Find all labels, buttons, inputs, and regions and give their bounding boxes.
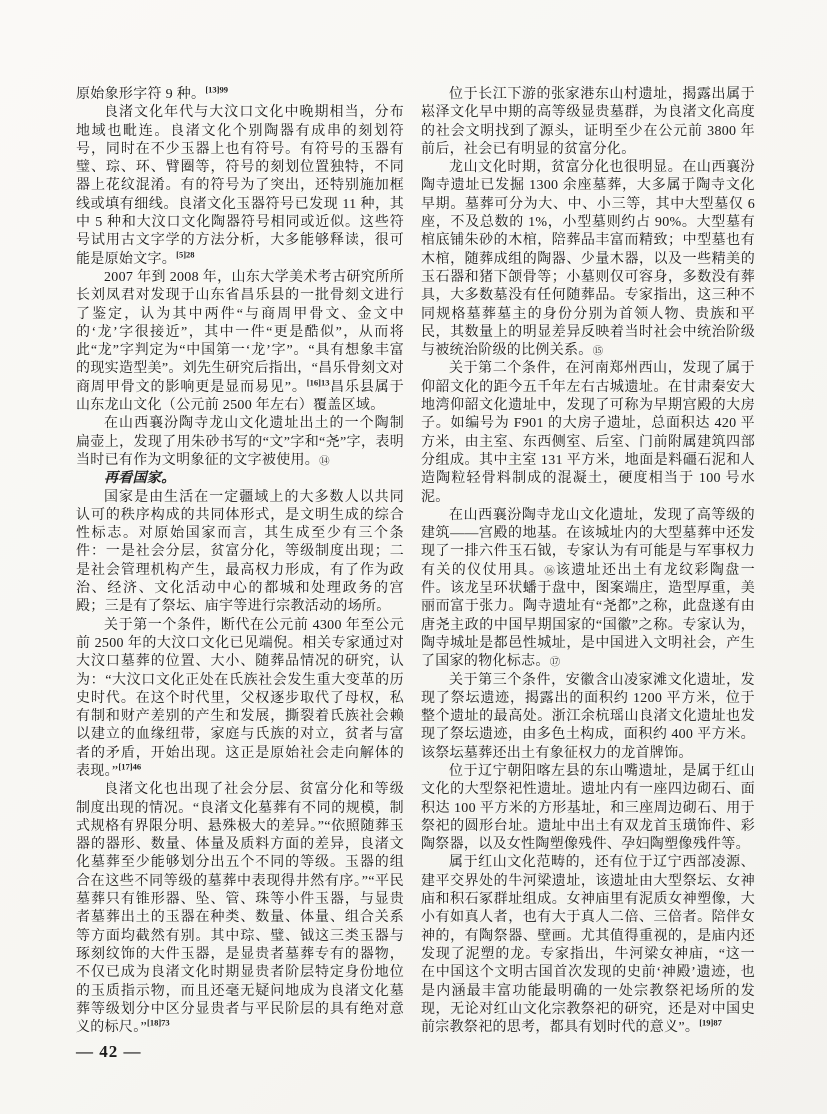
section-header: 再看国家。 [104,471,176,487]
footnote-ref: [18]73 [147,1017,170,1028]
paragraph-text: 关于第一个条件，断代在公元前 4300 年至公元前 2500 年的大汶口文化已见端倪。相关专家通过对大汶口墓葬的位置、大小、随葬品情况的研究，认为：“大汶口文化正处在氏族社会发生重大变革的历史时代。在这个时代里，父权逐步取代了母权，私有制和财产差别的产生和发展，撕裂着氏族社会赖以建立的血缘纽带，家庭与氏族的对立，贫者与富者的矛盾，开始出现。这正是原始社会走向解体的表现。” [76,617,404,779]
paragraph [421,159,755,360]
paragraph [421,854,755,1037]
paragraph [76,86,404,104]
paragraph-text: 属于红山文化范畴的，还有位于辽宁西部凌源、建平交界处的牛河梁遗址，该遗址由大型祭坛、女神庙和积石冢群址组成。女神庙里有泥质女神塑像，大小有如真人者，也有大于真人二倍、三倍者。陪伴女神的，有陶祭器、壁画。尤其值得重视的，是庙内还发现了泥塑的龙。专家指出，牛河梁女神庙，“这一在中国这个文明古国首次发现的史前‘神殿’遗迹，也是内涵最丰富功能最明确的一处宗教祭祀场所的发现，无论对红山文化宗教祭祀的研究，还是对中国史前宗教祭祀的思考，都具有划时代的意义”。 [421,855,755,1036]
paragraph: 关于第三个条件，安徽含山凌家滩文化遗址，发现了祭坛遗迹，揭露出的面积约 1200 平方米，位于整个遗址的最高处。浙江余杭瑶山良渚文化遗址也发现了祭坛遗迹，由多色土构成，面积约 400 平方米。该祭坛墓葬还出土有象征权力的龙首牌饰。 [421,672,755,761]
footnote-ref: [19]87 [699,1017,722,1028]
paragraph: 国家是由生活在一定疆域上的大多数人以共同认可的秩序构成的共同体形式，是文明生成的综合性标志。对原始国家而言，其生成至少有三个条件：一是社会分层，贫富分化，等级制度出现；二是社会管理机构产生，最高权力形成，有了作为政治、经济、文化活动中心的都城和处理政务的宫殿；三是有了祭坛、庙宇等进行宗教活动的场所。 [76,489,404,615]
paragraph [421,507,755,672]
footnote-ref: [16]13 [306,377,330,388]
paragraph-text: 昌乐县属于山东龙山文化（公元前 2500 年左右）覆盖区域。 [76,379,405,414]
paragraph [76,104,404,269]
paragraph [76,415,404,470]
page-number: — 42 — [76,1042,142,1061]
paragraph: 关于第二个条件，在河南郑州西山，发现了属于仰韶文化的距今五千年左右古城遗址。在甘肃秦安大地湾仰韶文化遗址中，发现了可称为早期宫殿的大房子。如编号为 F901 的大房子遗址，总面积达 420 平方米，由主室、东西侧室、后室、门前附属建筑四部分组成。其中主室 131 平方米，地面是料礓石泥和人造陶粒轻骨料制成的混凝土，硬度相当于 100 号水泥。 [421,361,755,505]
paragraph-text: 龙山文化时期，贫富分化也很明显。在山西襄汾陶寺遗址已发掘 1300 余座墓葬，大多属于陶寺文化早期。墓葬可分为大、中、小三等，其中大型墓仅 6 座，不及总数的 1%，小型墓则约占 90%。大型墓有棺底铺朱砂的木棺，陪葬品丰富而精致；中型墓也有木棺，随葬成组的陶器、少量木器，以及一些精美的玉石器和猪下颌骨等；小墓则仅可容身，多数没有葬具，大多数墓没有任何随葬品。专家指出，这三种不同规格墓葬墓主的身份分别为首领人物、贵族和平民，其数量上的明显差异反映着当时社会中统治阶级与被统治阶级的比例关系。 [421,160,755,359]
paragraph-text: 在山西襄汾陶寺龙山文化遗址，发现了高等级的建筑——宫殿的地基。在该城址内的大型墓葬中还发现了一排六件玉石钺，专家认为有可能是与军事权力有关的仪仗用具。 [421,507,755,578]
footnote-ref: [17]46 [118,761,142,772]
paragraph [76,617,404,782]
endnote-mark: ⑯ [544,565,556,577]
paragraph-text: 良渚文化也出现了社会分层、贫富分化和等级制度出现的情况。“良渚文化墓葬有不同的规模，制式规格有界限分明、悬殊极大的差异。”“依照随葬玉器的器形、数量、体量及质料方面的差异，良渚文化墓葬至少能够划分出五个不同的等级。玉器的组合在这些不同等级的墓葬中表现得井然有序。”“平民墓葬只有锥形器、坠、管、珠等小件玉器，与显贵者墓葬出土的玉器在种类、数量、体量、组合关系等方面均截然有别。其中琮、璧、钺这三类玉器与琢刻纹饰的大件玉器，是显贵者墓葬专有的器物，不仅已成为良渚文化时期显贵者阶层特定身份地位的玉质指示物，而且还毫无疑问地成为良渚文化墓葬等级划分中区分显贵者与平民阶层的具有绝对意义的标尺。” [76,782,404,1036]
endnote-mark: ⑭ [319,455,330,467]
paragraph-text: 原始象形字符 9 种。 [76,87,206,102]
paragraph-text: 良渚文化年代与大汶口文化中晚期相当，分布地域也毗连。良渚文化个别陶器有成串的刻划符号，同时在不少玉器上也有符号。有符号的玉器有璧、琮、环、臂圈等，符号的刻划位置独特，不同器上花纹混淆。有的符号为了突出，还特别施加框线或填有细线。良渚文化玉器符号已发现 11 种，其中 5 种和大汶口文化陶器符号相同或近似。这些符号试用古文字学的方法分析，大多能够释读，很可能是原始文字。 [76,105,404,267]
left-column [76,86,404,1037]
paragraph [76,269,404,415]
paragraph [76,781,404,1037]
paragraph-text: 在山西襄汾陶寺龙山文化遗址出土的一个陶制扁壶上，发现了用朱砂书写的“文”字和“尧”字，表明当时已有作为文明象征的文字被使用。 [76,416,404,468]
right-column [421,86,755,1037]
footnote-ref: [5]28 [176,249,195,260]
endnote-mark: ⑮ [592,346,604,358]
endnote-mark: ⑰ [549,657,561,669]
paragraph: 位于辽宁朝阳喀左县的东山嘴遗址，是属于红山文化的大型祭祀性遗址。遗址内有一座四边砌石、面积达 100 平方米的方形基址，和三座周边砌石、用于祭祀的圆形台址。遗址中出土有双龙首玉璜饰件、彩陶祭器，以及女性陶塑像残件、孕妇陶塑像残件等。 [421,763,755,853]
paragraph-text: 该遗址还出土有龙纹彩陶盘一件。该龙呈环状蟠于盘中，图案端庄，造型厚重，美丽而富于张力。陶寺遗址有“尧都”之称，此盘遂有由唐尧主政的中国早期国家的“国徽”之称。专家认为，陶寺城址是都邑性城址，是中国进入文明社会，产生了国家的物化标志。 [421,562,755,670]
paragraph: 位于长江下游的张家港东山村遗址，揭露出属于崧泽文化早中期的高等级显贵墓群，为良渚文化高度的社会文明找到了源头，证明至少在公元前 3800 年前后，社会已有明显的贫富分化。 [421,87,755,157]
footnote-ref: [13]99 [205,84,228,95]
paragraph-text: 2007 年到 2008 年，山东大学美术考古研究所所长刘凤君对发现于山东省昌乐县的一批骨刻文进行了鉴定，认为其中两件“与商周甲骨文、金文中的‘龙’字很接近”，其中一件“更是酷似”，从而将此“龙”字判定为“中国第一‘龙’字”。“具有想象丰富的现实造型美”。刘先生研究后指出，“昌乐骨刻文对商周甲骨文的影响更是显而易见”。 [76,269,404,395]
